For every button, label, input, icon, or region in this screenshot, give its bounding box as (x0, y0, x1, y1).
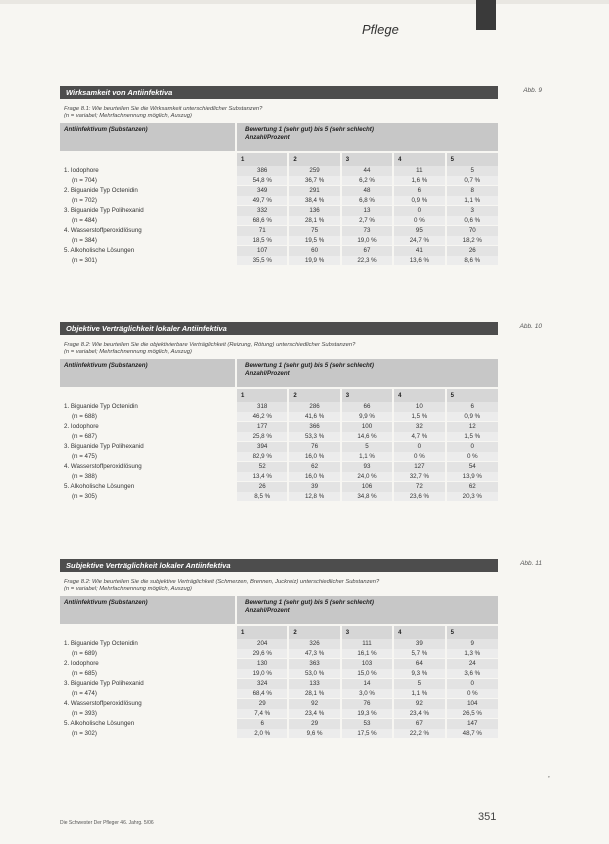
rating-number: 5 (446, 625, 498, 639)
table-header-row (60, 596, 498, 625)
percent-cell: 23,6 % (393, 492, 445, 502)
question-line: Frage 8.1: Wie beurteilen Sie die Wirksamkeit unterschiedlicher Substanzen? (64, 106, 263, 112)
percent-cell: 32,7 % (393, 472, 445, 482)
header-spacer (60, 152, 236, 166)
percent-cell: 19,0 % (341, 236, 393, 246)
count-cell: 70 (446, 226, 498, 236)
percent-cell: 1,6 % (393, 176, 445, 186)
count-cell: 5 (446, 166, 498, 176)
percent-cell: 28,1 % (288, 689, 340, 699)
rating-number-row (60, 152, 498, 166)
percent-cell: 23,4 % (393, 709, 445, 719)
table-row-percent (60, 196, 498, 206)
substance-name: 3. Biguanide Typ Polihexanid (64, 206, 144, 214)
substance-name: 5. Alkoholische Lösungen (64, 482, 135, 490)
count-cell: 3 (446, 206, 498, 216)
percent-cell: 0,9 % (393, 196, 445, 206)
count-cell: 10 (393, 402, 445, 412)
question-text (60, 335, 498, 359)
percent-cell: 24,7 % (393, 236, 445, 246)
percent-cell: 46,2 % (236, 412, 288, 422)
count-cell: 5 (341, 442, 393, 452)
percent-cell: 16,0 % (288, 452, 340, 462)
percent-cell: 6,8 % (341, 196, 393, 206)
table-row (60, 206, 498, 216)
substance-name: 2. Biguanide Typ Octenidin (64, 186, 138, 194)
percent-cell: 9,3 % (393, 669, 445, 679)
rating-number-row (60, 388, 498, 402)
sample-size: (n = 384) (72, 236, 97, 244)
count-cell: 177 (236, 422, 288, 432)
count-cell: 6 (393, 186, 445, 196)
chapter-tab-marker (476, 0, 496, 30)
count-cell: 104 (446, 699, 498, 709)
table-row (60, 166, 498, 176)
sample-size: (n = 474) (72, 689, 97, 697)
question-line: Frage 8.2: Wie beurteilen Sie die subjektive Verträglichkeit (Schmerzen, Brennen, Juckreiz) unterschiedlicher Substanzen? (64, 579, 380, 585)
question-line: Frage 8.2: Wie beurteilen Sie die objektivierbare Verträglichkeit (Reizung, Rötung) unterschiedlicher Substanzen? (64, 342, 356, 348)
percent-cell: 68,4 % (236, 689, 288, 699)
percent-cell: 1,5 % (393, 412, 445, 422)
percent-cell: 22,2 % (393, 729, 445, 739)
table-row-percent (60, 412, 498, 422)
table-section (60, 559, 542, 739)
table-row (60, 679, 498, 689)
journal-footer: Die Schwester Der Pfleger 46. Jahrg. 5/06 (60, 820, 154, 826)
percent-cell: 16,0 % (288, 472, 340, 482)
percent-cell: 28,1 % (288, 216, 340, 226)
question-text (60, 572, 498, 596)
percent-cell: 19,3 % (341, 709, 393, 719)
count-cell: 127 (393, 462, 445, 472)
table-section (60, 86, 542, 266)
count-cell: 41 (393, 246, 445, 256)
rating-number: 1 (236, 625, 288, 639)
sample-size: (n = 302) (72, 729, 97, 737)
rating-number: 2 (288, 388, 340, 402)
percent-cell: 3,0 % (341, 689, 393, 699)
sample-size: (n = 301) (72, 256, 97, 264)
sample-size: (n = 388) (72, 472, 97, 480)
count-cell: 64 (393, 659, 445, 669)
count-cell: 62 (446, 482, 498, 492)
percent-cell: 13,6 % (393, 256, 445, 266)
count-cell: 8 (446, 186, 498, 196)
percent-cell: 19,9 % (288, 256, 340, 266)
count-cell: 29 (236, 699, 288, 709)
table-row (60, 402, 498, 412)
percent-cell: 18,5 % (236, 236, 288, 246)
percent-cell: 24,0 % (341, 472, 393, 482)
table-row-percent (60, 216, 498, 226)
count-cell: 92 (393, 699, 445, 709)
percent-cell: 2,7 % (341, 216, 393, 226)
percent-cell: 54,8 % (236, 176, 288, 186)
count-cell: 26 (446, 246, 498, 256)
percent-cell: 19,5 % (288, 236, 340, 246)
count-cell: 6 (446, 402, 498, 412)
percent-cell: 5,7 % (393, 649, 445, 659)
percent-cell: 35,5 % (236, 256, 288, 266)
column-header-substance: Antiinfektivum (Substanzen) (60, 123, 236, 152)
count-cell: 259 (288, 166, 340, 176)
table-row-percent (60, 432, 498, 442)
count-cell: 39 (393, 639, 445, 649)
percent-cell: 15,0 % (341, 669, 393, 679)
table-row (60, 639, 498, 649)
substance-name: 1. Biguanide Typ Octenidin (64, 403, 138, 410)
percent-cell: 22,3 % (341, 256, 393, 266)
count-cell: 106 (341, 482, 393, 492)
sample-size: (n = 688) (72, 412, 97, 420)
table-row (60, 422, 498, 432)
percent-cell: 1,3 % (446, 649, 498, 659)
count-cell: 93 (341, 462, 393, 472)
rating-number: 3 (341, 152, 393, 166)
header-spacer (60, 625, 236, 639)
sample-size: (n = 475) (72, 452, 97, 460)
table-row (60, 186, 498, 196)
rating-number: 5 (446, 388, 498, 402)
count-cell: 72 (393, 482, 445, 492)
percent-cell: 9,9 % (341, 412, 393, 422)
count-cell: 29 (288, 719, 340, 729)
rating-number: 3 (341, 625, 393, 639)
table-row-percent (60, 492, 498, 502)
percent-cell: 29,6 % (236, 649, 288, 659)
percent-cell: 47,3 % (288, 649, 340, 659)
rating-unit: Anzahl/Prozent (245, 133, 290, 141)
table-row-percent (60, 176, 498, 186)
percent-cell: 26,5 % (446, 709, 498, 719)
count-cell: 67 (341, 246, 393, 256)
sample-size: (n = 689) (72, 649, 97, 657)
sample-size: (n = 685) (72, 669, 97, 677)
question-note: (n = variabel; Mehrfachnennung möglich, Auszug) (64, 349, 192, 355)
section-title: Wirksamkeit von Antiinfektiva (60, 86, 498, 99)
percent-cell: 6,2 % (341, 176, 393, 186)
count-cell: 366 (288, 422, 340, 432)
table-row-percent (60, 709, 498, 719)
column-header-substance: Antiinfektivum (Substanzen) (60, 596, 236, 625)
rating-number: 2 (288, 152, 340, 166)
percent-cell: 25,8 % (236, 432, 288, 442)
table-row (60, 226, 498, 236)
count-cell: 324 (236, 679, 288, 689)
table-row (60, 719, 498, 729)
count-cell: 130 (236, 659, 288, 669)
count-cell: 5 (393, 679, 445, 689)
percent-cell: 19,0 % (236, 669, 288, 679)
percent-cell: 82,9 % (236, 452, 288, 462)
sample-size: (n = 393) (72, 709, 97, 717)
count-cell: 147 (446, 719, 498, 729)
substance-name: 3. Biguanide Typ Polihexanid (64, 442, 144, 450)
percent-cell: 0 % (393, 452, 445, 462)
count-cell: 52 (236, 462, 288, 472)
rating-number: 4 (393, 625, 445, 639)
percent-cell: 13,4 % (236, 472, 288, 482)
rating-scale: Bewertung 1 (sehr gut) bis 5 (sehr schlecht) (245, 599, 374, 606)
rating-unit: Anzahl/Prozent (245, 369, 290, 377)
count-cell: 76 (341, 699, 393, 709)
percent-cell: 38,4 % (288, 196, 340, 206)
table-row-percent (60, 649, 498, 659)
count-cell: 76 (288, 442, 340, 452)
substance-name: 4. Wasserstoffperoxidlösung (64, 699, 142, 707)
percent-cell: 9,6 % (288, 729, 340, 739)
count-cell: 0 (393, 442, 445, 452)
substance-name: 4. Wasserstoffperoxidlösung (64, 226, 142, 234)
substance-name: 3. Biguanide Typ Polihexanid (64, 679, 144, 687)
table-row (60, 482, 498, 492)
percent-cell: 20,3 % (446, 492, 498, 502)
count-cell: 100 (341, 422, 393, 432)
count-cell: 349 (236, 186, 288, 196)
count-cell: 60 (288, 246, 340, 256)
count-cell: 75 (288, 226, 340, 236)
column-header-rating (236, 596, 498, 625)
table-row-percent (60, 689, 498, 699)
count-cell: 332 (236, 206, 288, 216)
count-cell: 318 (236, 402, 288, 412)
table-row (60, 246, 498, 256)
count-cell: 14 (341, 679, 393, 689)
count-cell: 291 (288, 186, 340, 196)
figure-label: Abb. 10 (519, 323, 542, 330)
count-cell: 53 (341, 719, 393, 729)
rating-scale: Bewertung 1 (sehr gut) bis 5 (sehr schlecht) (245, 362, 374, 369)
count-cell: 92 (288, 699, 340, 709)
substance-name: 2. Iodophore (64, 422, 99, 430)
count-cell: 73 (341, 226, 393, 236)
count-cell: 13 (341, 206, 393, 216)
substance-name: 5. Alkoholische Lösungen (64, 719, 135, 727)
count-cell: 44 (341, 166, 393, 176)
count-cell: 66 (341, 402, 393, 412)
figure-label: Abb. 11 (520, 560, 542, 567)
percent-cell: 53,0 % (288, 669, 340, 679)
table-row (60, 442, 498, 452)
rating-number: 3 (341, 388, 393, 402)
table-row (60, 659, 498, 669)
percent-cell: 18,2 % (446, 236, 498, 246)
percent-cell: 49,7 % (236, 196, 288, 206)
percent-cell: 4,7 % (393, 432, 445, 442)
percent-cell: 23,4 % (288, 709, 340, 719)
percent-cell: 1,1 % (446, 196, 498, 206)
rating-unit: Anzahl/Prozent (245, 606, 290, 614)
table-section (60, 322, 542, 502)
count-cell: 136 (288, 206, 340, 216)
sample-size: (n = 687) (72, 432, 97, 440)
percent-cell: 2,0 % (236, 729, 288, 739)
percent-cell: 14,6 % (341, 432, 393, 442)
column-header-rating (236, 359, 498, 388)
percent-cell: 8,6 % (446, 256, 498, 266)
percent-cell: 17,5 % (341, 729, 393, 739)
table-row (60, 462, 498, 472)
table-row-percent (60, 472, 498, 482)
count-cell: 62 (288, 462, 340, 472)
percent-cell: 41,6 % (288, 412, 340, 422)
column-header-rating (236, 123, 498, 152)
question-note: (n = variabel; Mehrfachnennung möglich, Auszug) (64, 586, 192, 592)
percent-cell: 1,1 % (341, 452, 393, 462)
rating-number: 2 (288, 625, 340, 639)
sample-size: (n = 704) (72, 176, 97, 184)
rating-number: 4 (393, 388, 445, 402)
percent-cell: 34,8 % (341, 492, 393, 502)
count-cell: 0 (446, 679, 498, 689)
percent-cell: 8,5 % (236, 492, 288, 502)
rating-number: 1 (236, 152, 288, 166)
count-cell: 12 (446, 422, 498, 432)
sample-size: (n = 305) (72, 492, 97, 500)
table-row-percent (60, 236, 498, 246)
table-header-row (60, 359, 498, 388)
substance-name: 4. Wasserstoffperoxidlösung (64, 462, 142, 470)
percent-cell: 1,1 % (393, 689, 445, 699)
count-cell: 39 (288, 482, 340, 492)
count-cell: 394 (236, 442, 288, 452)
percent-cell: 0,6 % (446, 216, 498, 226)
rating-number: 5 (446, 152, 498, 166)
table-row (60, 699, 498, 709)
question-text (60, 99, 498, 123)
page-top-edge (0, 0, 609, 4)
table-header-row (60, 123, 498, 152)
running-head: Pflege (362, 22, 399, 37)
column-header-substance: Antiinfektivum (Substanzen) (60, 359, 236, 388)
percent-cell: 1,5 % (446, 432, 498, 442)
rating-number-row (60, 625, 498, 639)
percent-cell: 7,4 % (236, 709, 288, 719)
percent-cell: 12,8 % (288, 492, 340, 502)
count-cell: 9 (446, 639, 498, 649)
data-table (60, 123, 498, 266)
count-cell: 6 (236, 719, 288, 729)
substance-name: 5. Alkoholische Lösungen (64, 246, 135, 254)
page-number: 351 (478, 811, 497, 823)
count-cell: 0 (446, 442, 498, 452)
count-cell: 103 (341, 659, 393, 669)
sample-size: (n = 484) (72, 216, 97, 224)
percent-cell: 0,7 % (446, 176, 498, 186)
count-cell: 133 (288, 679, 340, 689)
count-cell: 11 (393, 166, 445, 176)
count-cell: 111 (341, 639, 393, 649)
header-spacer (60, 388, 236, 402)
percent-cell: 13,9 % (446, 472, 498, 482)
question-note: (n = variabel; Mehrfachnennung möglich, Auszug) (64, 113, 192, 119)
data-table (60, 596, 498, 739)
percent-cell: 36,7 % (288, 176, 340, 186)
figure-label: Abb. 9 (523, 87, 542, 94)
count-cell: 67 (393, 719, 445, 729)
percent-cell: 68,6 % (236, 216, 288, 226)
count-cell: 204 (236, 639, 288, 649)
count-cell: 386 (236, 166, 288, 176)
count-cell: 26 (236, 482, 288, 492)
percent-cell: 48,7 % (446, 729, 498, 739)
count-cell: 95 (393, 226, 445, 236)
percent-cell: 16,1 % (341, 649, 393, 659)
count-cell: 54 (446, 462, 498, 472)
percent-cell: 0 % (393, 216, 445, 226)
percent-cell: 3,6 % (446, 669, 498, 679)
substance-name: 1. Biguanide Typ Octenidin (64, 640, 138, 647)
count-cell: 363 (288, 659, 340, 669)
percent-cell: 0 % (446, 452, 498, 462)
table-row-percent (60, 256, 498, 266)
section-title: Subjektive Verträglichkeit lokaler Antiinfektiva (60, 559, 498, 572)
table-row-percent (60, 452, 498, 462)
count-cell: 48 (341, 186, 393, 196)
count-cell: 0 (393, 206, 445, 216)
table-row-percent (60, 729, 498, 739)
table-row-percent (60, 669, 498, 679)
data-table (60, 359, 498, 502)
count-cell: 107 (236, 246, 288, 256)
count-cell: 326 (288, 639, 340, 649)
percent-cell: 53,3 % (288, 432, 340, 442)
rating-number: 1 (236, 388, 288, 402)
rating-scale: Bewertung 1 (sehr gut) bis 5 (sehr schlecht) (245, 126, 374, 133)
count-cell: 24 (446, 659, 498, 669)
section-title: Objektive Verträglichkeit lokaler Antiinfektiva (60, 322, 498, 335)
count-cell: 32 (393, 422, 445, 432)
substance-name: 1. Iodophore (64, 167, 99, 174)
substance-name: 2. Iodophore (64, 659, 99, 667)
count-cell: 286 (288, 402, 340, 412)
margin-mark: ’ (548, 775, 550, 784)
rating-number: 4 (393, 152, 445, 166)
count-cell: 71 (236, 226, 288, 236)
percent-cell: 0,9 % (446, 412, 498, 422)
percent-cell: 0 % (446, 689, 498, 699)
sample-size: (n = 702) (72, 196, 97, 204)
